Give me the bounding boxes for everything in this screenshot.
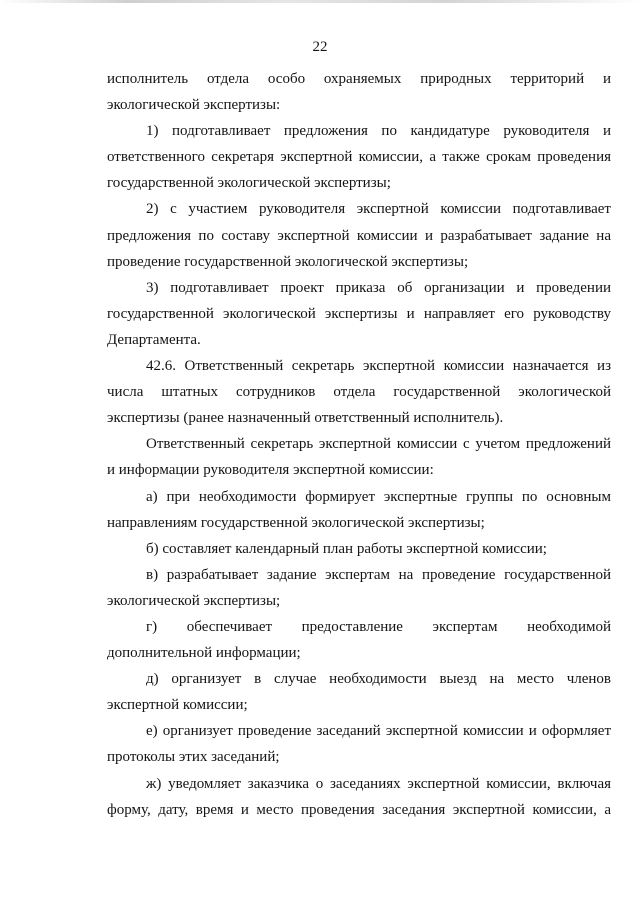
document-body bbox=[107, 66, 611, 823]
list-item-d: д) организует в случае необходимости выезд на место членов экспертной комиссии; bbox=[107, 671, 611, 714]
page-number: 22 bbox=[312, 39, 328, 55]
list-item-2: 2) с участием руководителя экспертной комиссии подготавливает предложения по составу экспертной комиссии и разрабатывает задание на проведение государственной экологической экспертизы; bbox=[107, 201, 611, 270]
list-item-zh: ж) уведомляет заказчика о заседаниях экспертной комиссии, включая форму, дату, время и место проведения заседания экспертной комиссии, а bbox=[107, 775, 611, 818]
list-item-3: 3) подготавливает проект приказа об организации и проведении государственной экологической экспертизы и направляет его руководству Департамента. bbox=[107, 279, 611, 348]
list-item-e: е) организует проведение заседаний экспертной комиссии и оформляет протоколы этих заседаний; bbox=[107, 723, 611, 766]
paragraph-secretary-duties: Ответственный секретарь экспертной комиссии с учетом предложений и информации руководителя экспертной комиссии: bbox=[107, 436, 611, 479]
clause-42-6: 42.6. Ответственный секретарь экспертной комиссии назначается из числа штатных сотрудников отдела государственной экологической экспертизы (ранее назначенный ответственный исполнитель). bbox=[107, 358, 611, 427]
paragraph-continuation: исполнитель отдела особо охраняемых природных территорий и экологической экспертизы: bbox=[107, 71, 611, 114]
list-item-b: б) составляет календарный план работы экспертной комиссии; bbox=[146, 540, 547, 557]
list-item-a: а) при необходимости формирует экспертные группы по основным направлениям государственной экологической экспертизы; bbox=[107, 488, 611, 531]
list-item-v: в) разрабатывает задание экспертам на проведение государственной экологической экспертизы; bbox=[107, 566, 611, 609]
list-item-1: 1) подготавливает предложения по кандидатуре руководителя и ответственного секретаря экспертной комиссии, а также срокам проведения государственной экологической экспертизы; bbox=[107, 123, 611, 192]
list-item-g: г) обеспечивает предоставление экспертам необходимой дополнительной информации; bbox=[107, 618, 611, 662]
scan-top-edge bbox=[0, 0, 640, 3]
